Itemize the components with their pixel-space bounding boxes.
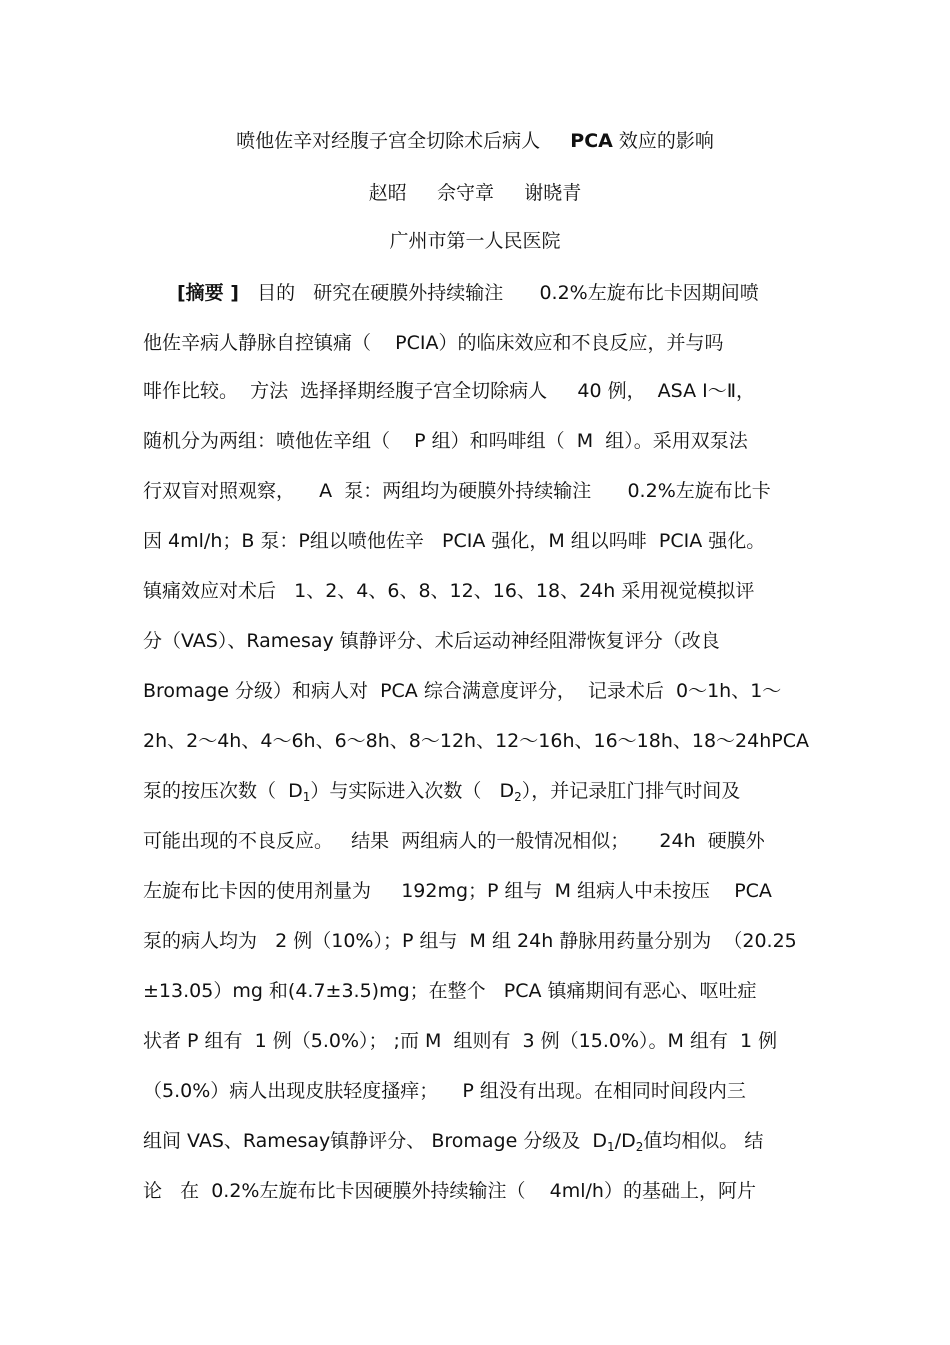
abstract-text: 组间 VAS、Ramesay镇静评分、 Bromage 分级及 D (143, 1130, 608, 1152)
title-pca: PCA (570, 130, 613, 152)
abstract-line-14: 泵的病人均为 2 例（10%）；P 组与 M 组 24h 静脉用药量分别为 （20.25 (143, 930, 797, 952)
abstract-text: 泵的按压次数（ D (143, 780, 303, 802)
abstract-line-16: 状者 P 组有 1 例（5.0%）； ;而 M 组则有 3 例（15.0%）。M 组有 1 例 (143, 1030, 778, 1052)
abstract-line-19: 论 在 0.2%左旋布比卡因硬膜外持续输注（ 4ml/h）的基础上，阿片 (143, 1180, 756, 1202)
abstract-line-11 (143, 778, 813, 804)
abstract-line-15: ±13.05）mg 和(4.7±3.5)mg；在整个 PCA 镇痛期间有恶心、呕吐症 (143, 980, 757, 1002)
abstract-tag: [摘要 ] (177, 282, 239, 304)
abstract-line-18 (143, 1128, 813, 1154)
abstract-line-12: 可能出现的不良反应。 结果 两组病人的一般情况相似； 24h 硬膜外 (143, 830, 765, 852)
title-part1: 喷他佐辛对经腹子宫全切除术后病人 (236, 130, 541, 152)
subscript: 1 (607, 1140, 615, 1154)
subscript: 1 (302, 790, 311, 804)
abstract-line-10: 2h、2～4h、4～6h、6～8h、8～12h、12～16h、16～18h、18～24hPCA (143, 730, 810, 752)
abstract-line-6: 因 4ml/h；B 泵：P组以喷他佐辛 PCIA 强化，M 组以吗啡 PCIA 强化。 (143, 530, 766, 552)
abstract-text: 目的 研究在硬膜外持续输注 0.2%左旋布比卡因期间喷 (238, 282, 759, 304)
abstract-line-8: 分（VAS）、Ramesay 镇静评分、术后运动神经阻滞恢复评分（改良 (143, 630, 720, 652)
abstract-line-9: Bromage 分级）和病人对 PCA 综合满意度评分， 记录术后 0～1h、1～ (143, 680, 782, 702)
subscript: 2 (514, 790, 522, 804)
title-part2: 效应的影响 (618, 130, 714, 152)
abstract-text: 值均相似。 结 (643, 1130, 764, 1152)
abstract-line-1 (177, 280, 817, 306)
abstract-text: ），并记录肛门排气时间及 (521, 780, 741, 802)
abstract-line-2: 他佐辛病人静脉自控镇痛（ PCIA）的临床效应和不良反应，并与吗 (143, 332, 724, 354)
abstract-line-4: 随机分为两组：喷他佐辛组（ P 组）和吗啡组（ M 组）。采用双泵法 (143, 430, 748, 452)
abstract-line-5: 行双盲对照观察， A 泵：两组均为硬膜外持续输注 0.2%左旋布比卡 (143, 480, 771, 502)
abstract-line-7: 镇痛效应对术后 1、2、4、6、8、12、16、18、24h 采用视觉模拟评 (143, 580, 755, 602)
affiliation: 广州市第一人民医院 (389, 230, 561, 252)
abstract-text: /D (614, 1130, 636, 1152)
subscript: 2 (635, 1140, 644, 1154)
abstract-line-13: 左旋布比卡因的使用剂量为 192mg；P 组与 M 组病人中未按压 PCA (143, 880, 772, 902)
paper-title (0, 128, 950, 154)
abstract-line-3: 啡作比较。 方法 选择择期经腹子宫全切除病人 40 例， ASA Ⅰ～Ⅱ， (143, 380, 756, 402)
abstract-line-17: （5.0%）病人出现皮肤轻度搔痒； P 组没有出现。在相同时间段内三 (143, 1080, 746, 1102)
abstract-text: ）与实际进入次数（ D (310, 780, 515, 802)
authors: 赵昭 佘守章 谢晓青 (368, 182, 582, 204)
